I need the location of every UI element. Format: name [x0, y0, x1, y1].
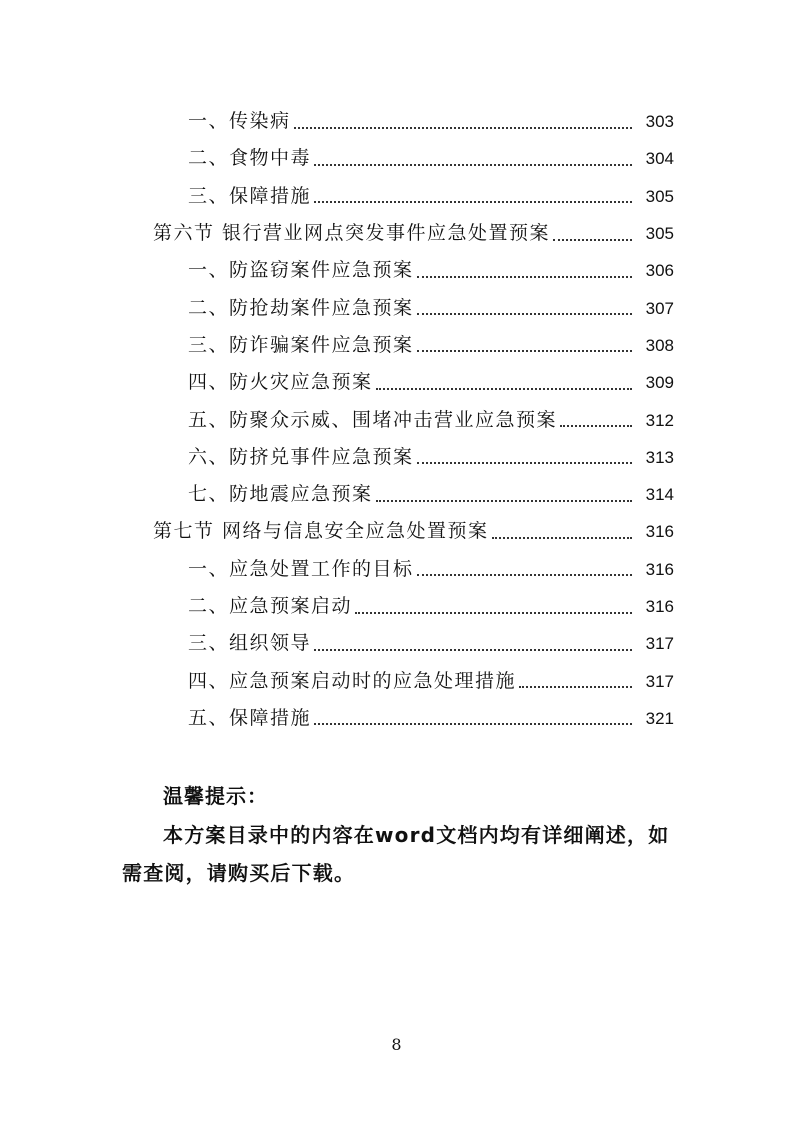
- toc-entry-title: 四、防火灾应急预案: [188, 371, 373, 394]
- toc-entry[interactable]: [0, 588, 793, 625]
- toc-entry-page: 303: [645, 112, 674, 132]
- toc-entry-title: 六、防挤兑事件应急预案: [188, 445, 414, 468]
- table-of-contents: [0, 103, 793, 737]
- toc-entry-title: 一、传染病: [188, 110, 291, 133]
- toc-dot-leader: [314, 723, 632, 725]
- toc-section-entry[interactable]: [0, 215, 793, 252]
- toc-dot-leader: [314, 164, 632, 166]
- toc-entry-page: 312: [645, 410, 674, 430]
- toc-dot-leader: [355, 612, 632, 614]
- toc-dot-leader: [376, 500, 632, 502]
- toc-dot-leader: [417, 350, 632, 352]
- toc-entry[interactable]: [0, 401, 793, 438]
- toc-dot-leader: [417, 574, 632, 576]
- toc-entry-title: 一、应急处置工作的目标: [188, 557, 414, 580]
- toc-entry[interactable]: [0, 625, 793, 662]
- toc-dot-leader: [492, 537, 632, 539]
- toc-entry-title: 三、防诈骗案件应急预案: [188, 333, 414, 356]
- toc-entry[interactable]: [0, 252, 793, 289]
- toc-entry-title: 第七节 网络与信息安全应急处置预案: [153, 520, 489, 543]
- toc-entry[interactable]: [0, 327, 793, 364]
- toc-entry-page: 317: [645, 634, 674, 654]
- toc-entry-title: 第六节 银行营业网点突发事件应急处置预案: [153, 222, 551, 245]
- toc-entry-page: 321: [645, 708, 674, 728]
- toc-entry-page: 317: [645, 671, 674, 691]
- toc-entry-title: 二、食物中毒: [188, 147, 312, 170]
- toc-dot-leader: [314, 649, 632, 651]
- page-number: 8: [391, 1035, 402, 1054]
- toc-entry[interactable]: [0, 289, 793, 326]
- tip-title: 温馨提示：: [163, 784, 268, 808]
- toc-entry[interactable]: [0, 551, 793, 588]
- toc-entry-title: 五、防聚众示威、围堵冲击营业应急预案: [188, 408, 558, 431]
- toc-entry-page: 305: [645, 186, 674, 206]
- toc-entry-page: 308: [645, 335, 674, 355]
- toc-entry[interactable]: [0, 103, 793, 140]
- toc-entry[interactable]: [0, 662, 793, 699]
- toc-entry-title: 七、防地震应急预案: [188, 483, 373, 506]
- toc-entry[interactable]: [0, 364, 793, 401]
- toc-dot-leader: [417, 313, 632, 315]
- toc-entry-page: 316: [645, 522, 674, 542]
- toc-entry-page: 304: [645, 149, 674, 169]
- toc-entry-title: 四、应急预案启动时的应急处理措施: [188, 669, 517, 692]
- toc-dot-leader: [519, 686, 632, 688]
- toc-entry[interactable]: [0, 140, 793, 177]
- toc-entry-title: 一、防盗窃案件应急预案: [188, 259, 414, 282]
- toc-entry-page: 309: [645, 373, 674, 393]
- toc-dot-leader: [314, 201, 632, 203]
- toc-entry-title: 二、应急预案启动: [188, 595, 353, 617]
- toc-entry-page: 314: [645, 485, 674, 505]
- toc-dot-leader: [294, 127, 632, 129]
- toc-entry-title: 二、防抢劫案件应急预案: [188, 296, 414, 319]
- toc-entry[interactable]: [0, 178, 793, 215]
- toc-dot-leader: [376, 388, 632, 390]
- tip-body: 本方案目录中的内容在word文档内均有详细阐述，如需查阅，请购买后下载。: [122, 823, 670, 885]
- toc-entry[interactable]: [0, 700, 793, 737]
- toc-entry-page: 305: [645, 224, 674, 244]
- toc-entry-page: 313: [645, 447, 674, 467]
- toc-entry-title: 五、保障措施: [188, 706, 312, 729]
- toc-entry-page: 316: [645, 559, 674, 579]
- toc-section-entry[interactable]: [0, 513, 793, 550]
- toc-entry[interactable]: [0, 439, 793, 476]
- toc-entry-page: 306: [645, 261, 674, 281]
- toc-dot-leader: [417, 276, 632, 278]
- toc-entry-page: 316: [645, 597, 674, 616]
- toc-dot-leader: [553, 239, 632, 241]
- toc-dot-leader: [560, 425, 632, 427]
- toc-entry-page: 307: [645, 298, 674, 318]
- toc-entry-title: 三、组织领导: [188, 632, 312, 655]
- toc-dot-leader: [417, 462, 632, 464]
- toc-entry[interactable]: [0, 476, 793, 513]
- toc-entry-title: 三、保障措施: [188, 184, 312, 207]
